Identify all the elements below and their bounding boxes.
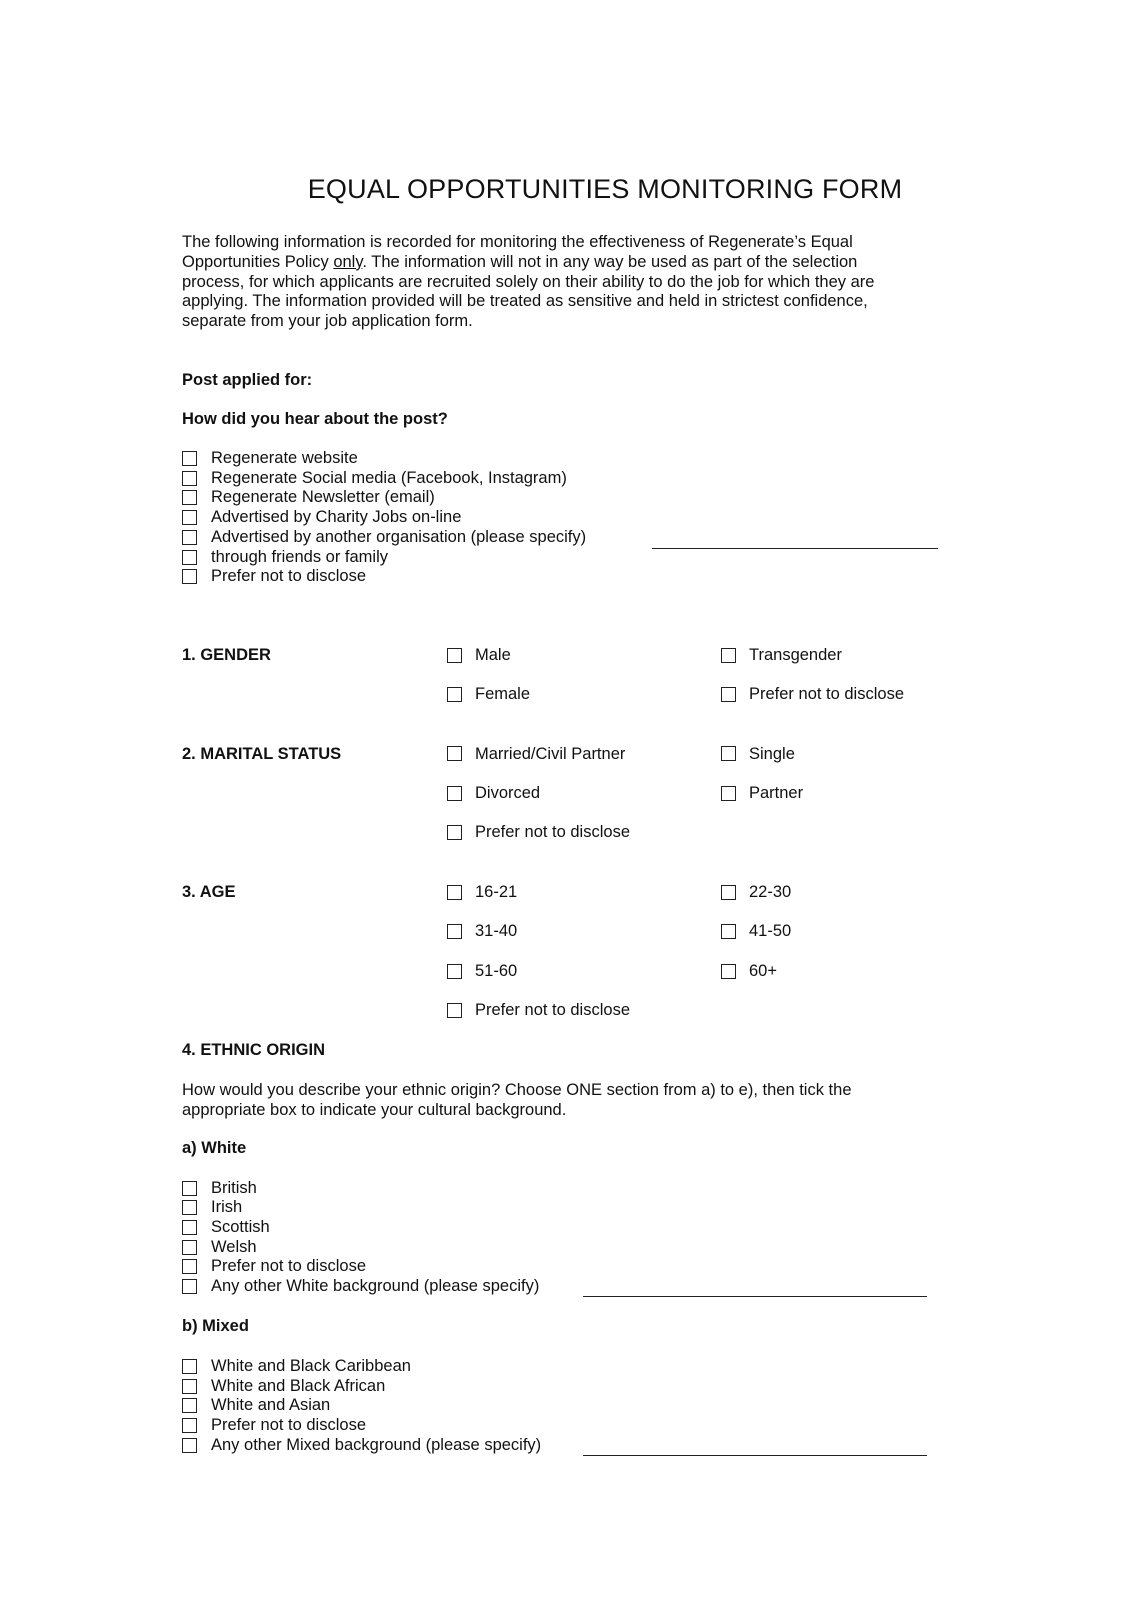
age-label: 3. AGE — [182, 883, 236, 901]
specify-line[interactable] — [652, 548, 938, 549]
specify-line[interactable] — [583, 1455, 927, 1456]
intro-underlined: only — [333, 252, 363, 271]
age-option: Prefer not to disclose — [475, 1001, 630, 1019]
mixed-option: White and Black African — [211, 1377, 386, 1395]
mixed-option: White and Black Caribbean — [211, 1357, 411, 1375]
checkbox[interactable] — [182, 1418, 197, 1433]
checkbox[interactable] — [447, 1003, 462, 1018]
intro-paragraph — [182, 233, 922, 332]
gender-option: Transgender — [749, 646, 842, 664]
checkbox[interactable] — [447, 746, 462, 761]
checkbox[interactable] — [447, 885, 462, 900]
white-option: Irish — [211, 1198, 243, 1216]
checkbox[interactable] — [721, 964, 736, 979]
checkbox[interactable] — [721, 648, 736, 663]
hear-option-label: Advertised by another organisation (please specify) — [211, 528, 587, 546]
checkbox[interactable] — [182, 1359, 197, 1374]
checkbox[interactable] — [447, 924, 462, 939]
post-applied-label: Post applied for: — [182, 371, 313, 389]
mixed-option: Any other Mixed background (please specify) — [211, 1436, 542, 1454]
checkbox[interactable] — [182, 1379, 197, 1394]
specify-line[interactable] — [583, 1296, 927, 1297]
marital-option: Prefer not to disclose — [475, 823, 630, 841]
checkbox[interactable] — [182, 1181, 197, 1196]
intro-text-2: . The information will not in any way be used as part of the selection process, for which applicants are recruited solely on their ability to do the job for which they are applying. The information provided will be treated as sensitive and held in strictest confidence, separate from your job application form. — [182, 252, 875, 331]
checkbox[interactable] — [447, 825, 462, 840]
age-option: 31-40 — [475, 922, 518, 940]
white-option: Welsh — [211, 1238, 257, 1256]
checkbox[interactable] — [721, 924, 736, 939]
checkbox[interactable] — [182, 530, 197, 545]
mixed-label: b) Mixed — [182, 1317, 249, 1335]
checkbox[interactable] — [182, 451, 197, 466]
white-option: Prefer not to disclose — [211, 1257, 366, 1275]
form-title: EQUAL OPPORTUNITIES MONITORING FORM — [307, 174, 903, 204]
age-option: 22-30 — [749, 883, 792, 901]
white-option: Scottish — [211, 1218, 270, 1236]
checkbox[interactable] — [182, 1200, 197, 1215]
mixed-option: White and Asian — [211, 1396, 331, 1414]
marital-option: Married/Civil Partner — [475, 745, 626, 763]
white-label: a) White — [182, 1139, 247, 1157]
mixed-option: Prefer not to disclose — [211, 1416, 366, 1434]
hear-option-label: Regenerate Social media (Facebook, Instagram) — [211, 469, 567, 487]
checkbox[interactable] — [182, 1398, 197, 1413]
checkbox[interactable] — [182, 1240, 197, 1255]
gender-option: Prefer not to disclose — [749, 685, 904, 703]
age-option: 51-60 — [475, 962, 518, 980]
gender-label: 1. GENDER — [182, 646, 271, 664]
checkbox[interactable] — [182, 1259, 197, 1274]
age-option: 16-21 — [475, 883, 518, 901]
white-option: Any other White background (please specify) — [211, 1277, 540, 1295]
checkbox[interactable] — [721, 885, 736, 900]
ethnic-question: How would you describe your ethnic origin? Choose ONE section from a) to e), then tick the appropriate box to indicate your cultural background. — [182, 1081, 852, 1119]
hear-option-label: Prefer not to disclose — [211, 567, 366, 585]
hear-about-question: How did you hear about the post? — [182, 410, 448, 428]
ethnic-label: 4. ETHNIC ORIGIN — [182, 1041, 326, 1059]
checkbox[interactable] — [721, 687, 736, 702]
checkbox[interactable] — [182, 1279, 197, 1294]
age-option: 41-50 — [749, 922, 792, 940]
checkbox[interactable] — [182, 1438, 197, 1453]
hear-option-label: Regenerate Newsletter (email) — [211, 488, 435, 506]
hear-option-label: Regenerate website — [211, 449, 358, 467]
checkbox[interactable] — [182, 550, 197, 565]
intro-text-1: The following information is recorded for monitoring the effectiveness of Regenerate’s Equal Opportunities Policy — [182, 233, 853, 271]
checkbox[interactable] — [721, 746, 736, 761]
checkbox[interactable] — [182, 490, 197, 505]
checkbox[interactable] — [447, 687, 462, 702]
checkbox[interactable] — [447, 964, 462, 979]
hear-option-label: Advertised by Charity Jobs on-line — [211, 508, 462, 526]
gender-option: Male — [475, 646, 511, 664]
gender-option: Female — [475, 685, 531, 703]
white-option: British — [211, 1179, 257, 1197]
hear-option-label: through friends or family — [211, 548, 388, 566]
marital-option: Divorced — [475, 784, 541, 802]
checkbox[interactable] — [182, 471, 197, 486]
marital-label: 2. MARITAL STATUS — [182, 745, 342, 763]
marital-option: Single — [749, 745, 795, 763]
checkbox[interactable] — [182, 569, 197, 584]
checkbox[interactable] — [182, 1220, 197, 1235]
checkbox[interactable] — [447, 648, 462, 663]
age-option: 60+ — [749, 962, 777, 980]
checkbox[interactable] — [721, 786, 736, 801]
marital-option: Partner — [749, 784, 804, 802]
checkbox[interactable] — [447, 786, 462, 801]
checkbox[interactable] — [182, 510, 197, 525]
